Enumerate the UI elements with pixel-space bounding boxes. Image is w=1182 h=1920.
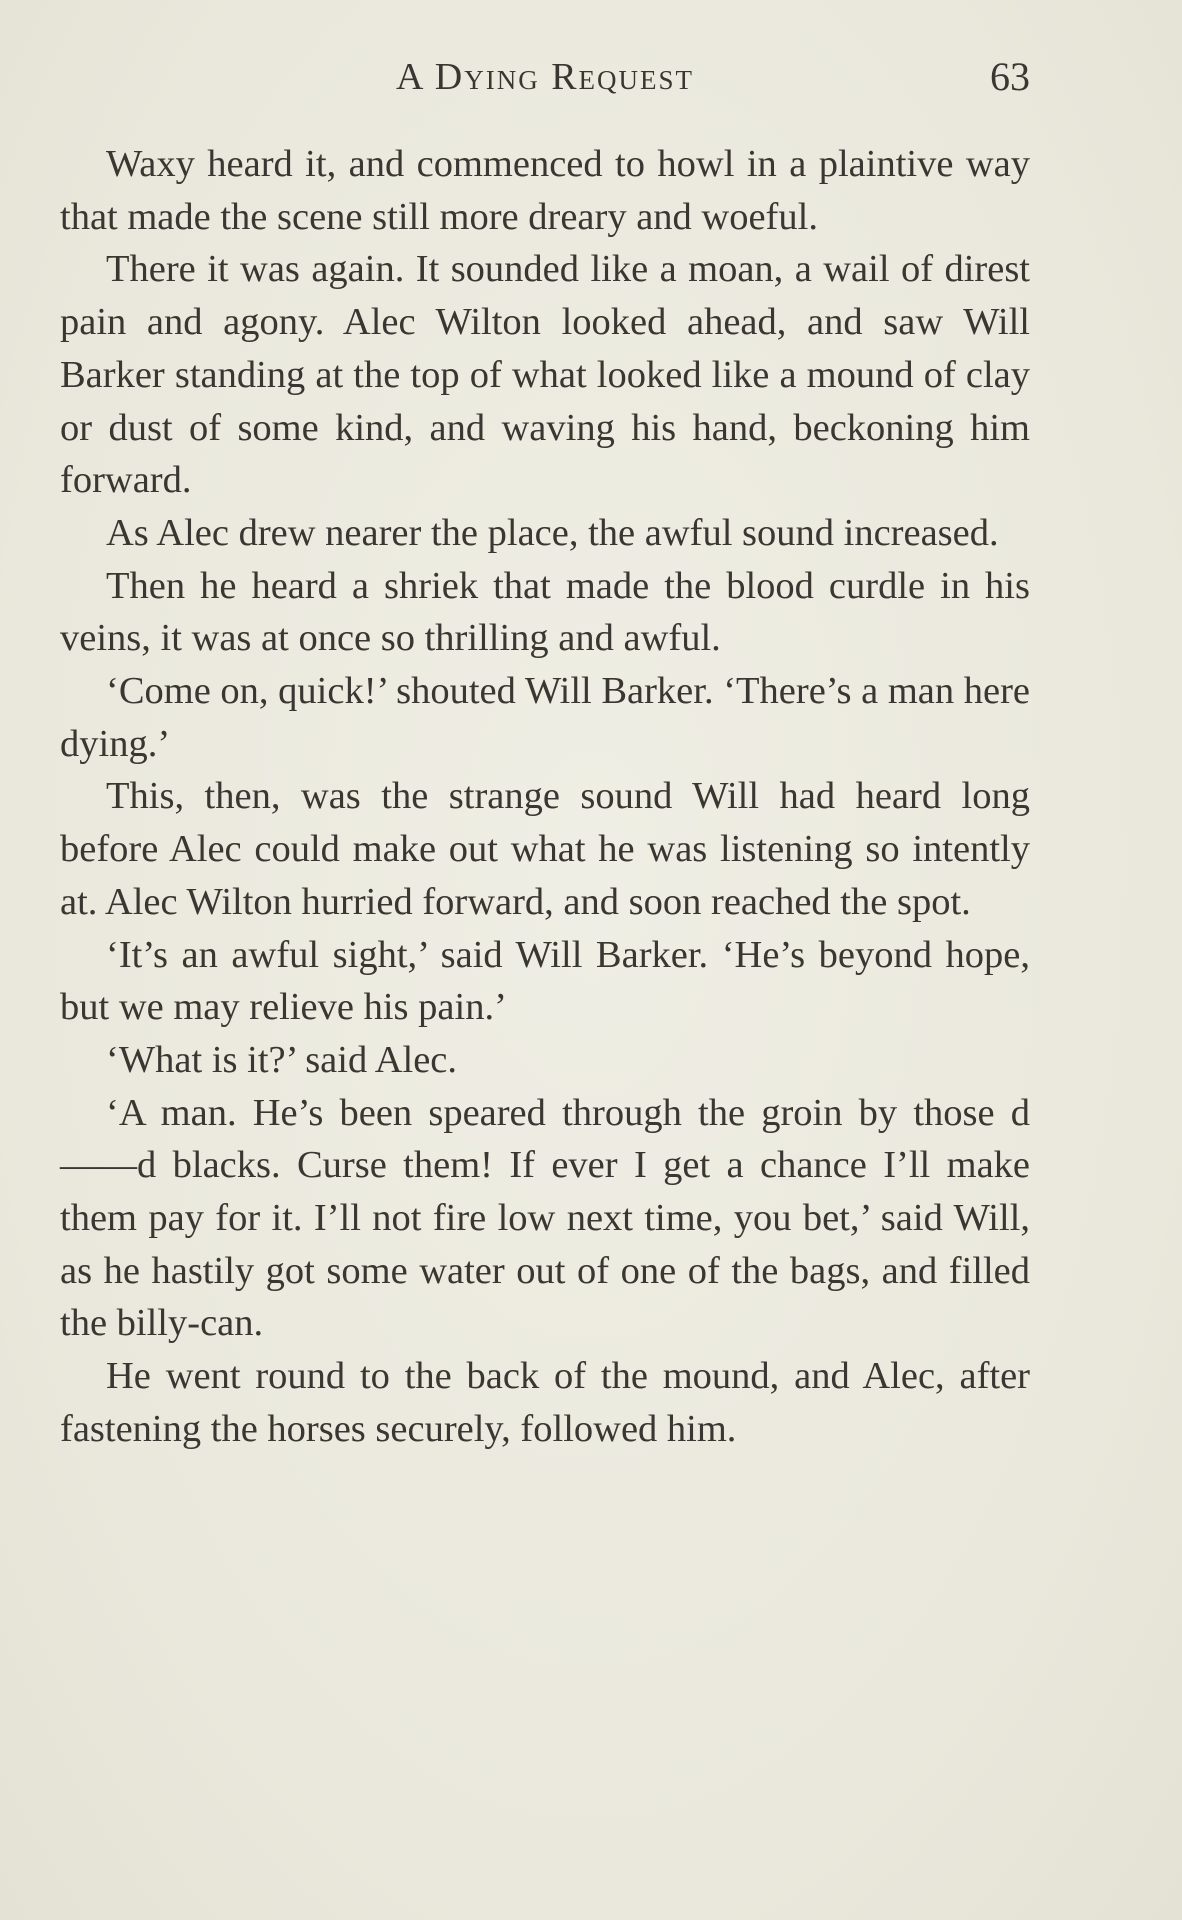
paragraph: ‘It’s an awful sight,’ said Will Barker. ‘He’s beyond hope, but we may relieve his pain.’	[60, 933, 1030, 1029]
paragraph: ‘Come on, quick!’ shouted Will Barker. ‘There’s a man here dying.’	[60, 670, 1030, 765]
paragraph: Then he heard a shriek that made the blood curdle in his veins, it was at once so thrilling and awful.	[60, 564, 1030, 660]
paragraph: This, then, was the strange sound Will had heard long before Alec could make out what he was listening so intently at. Alec Wilton hurried forward, and soon reached the spot.	[60, 775, 1030, 923]
paragraph: There it was again. It sounded like a moan, a wail of direst pain and agony. Alec Wilton looked ahead, and saw Will Barker standing at the top of what looked like a mound of clay or dust of some kind, and waving his hand, beckoning him forward.	[60, 248, 1030, 502]
running-title: A Dying Request	[395, 56, 695, 98]
body-text	[60, 138, 1030, 1456]
paragraph: As Alec drew nearer the place, the awful sound increased.	[106, 511, 999, 554]
paragraph: Waxy heard it, and commenced to howl in a plaintive way that made the scene still more dreary and woeful.	[60, 143, 1030, 238]
paragraph: ‘What is it?’ said Alec.	[106, 1038, 458, 1081]
paragraph: ‘A man. He’s been speared through the groin by those d——d blacks. Curse them! If ever I get a chance I’ll make them pay for it. I’ll not fire low next time, you bet,’ said Will, as he hastily got some water out of one of the bags, and filled the billy-can.	[60, 1091, 1030, 1345]
page-number: 63	[990, 54, 1030, 99]
paragraph: He went round to the back of the mound, and Alec, after fastening the horses securely, followed him.	[60, 1355, 1030, 1450]
running-head	[0, 52, 1182, 102]
